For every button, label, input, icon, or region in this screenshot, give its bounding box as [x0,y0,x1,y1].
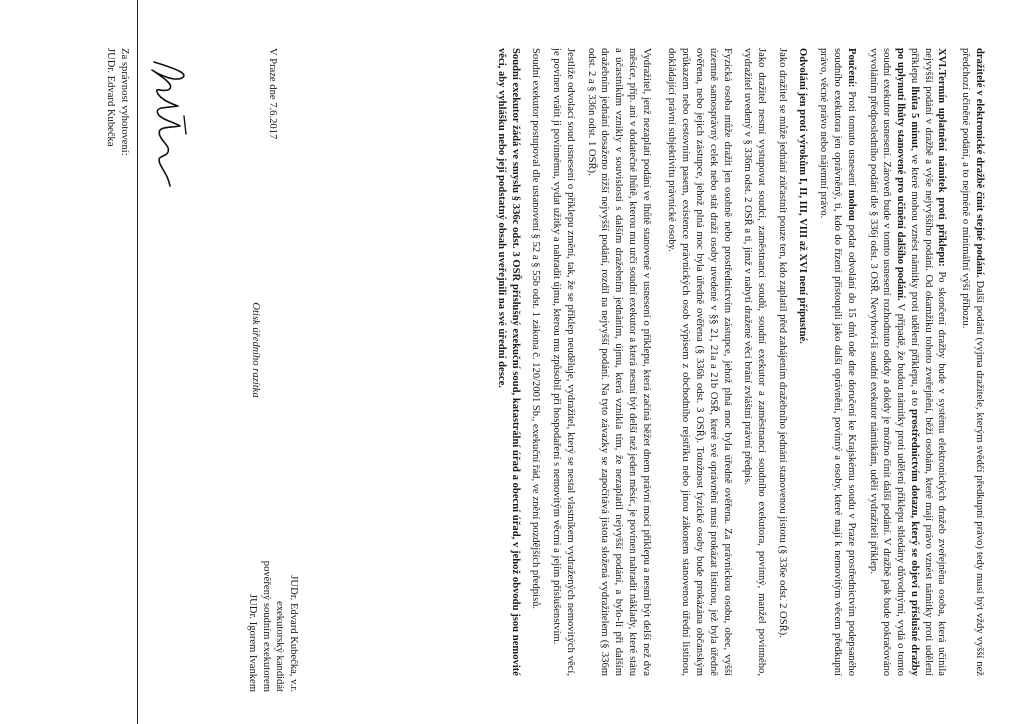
pouceni-paragraph [817,48,858,676]
document-body [487,48,986,676]
paragraph-jestlize: Jestliže odvolací soud usnesení o příklepu změní, tak, že se příklep neuděluje, vydražitel, který se nestal vlastníkem vydražených nemovitých věcí, je povinen vrátit ji povinnému, vydat užitky a nahradit újmu, kterou mu způsobil při hospodaření s nemovitým věcmi a jejím příslušenstvím. [551,48,576,676]
odvolani-heading: Odvolání jen proti výrokům I, II, III, VIII až XVI není přípustné. [796,48,808,344]
section-16-text: Po skončení dražby bude v systému elektronických dražeb zveřejněna osoba, která učinila nejvyšší podání v dražbě a výše nejvyššího podání. Od okamžiku tohoto zveřejnění, běží osobám, které mají právo vznést námitky proti udělení příklepu [908,48,948,676]
footer-line-2: JUDr. Edvard Kubečka [105,48,117,147]
pouceni-text2: podat odvolání do 15 dnů ode dne doručení ke Krajskému soudu v Praze prostřednictvím podepsaného soudního exekutora jen oprávněný, ti, kdo do řízení přistoupili jako další oprávnění, povinný a osoby, které mají k nemovitým věcem předkupní právo, věcné právo nebo nájemní právo. [818,48,857,676]
handwritten-signature-icon [138,56,198,196]
bidding-text: Další podání (vyjma dražitele, kterým svědčí předkupní právo) tedy musí být vždy vyšší než předchozí učiněné podání, a to nejméně o minimální výši příhozu. [960,48,985,676]
signature-line-4: JUDr. Igorem Ivankem [247,594,259,692]
stamp-placeholder: Otisk úředního razítka [250,302,261,398]
paragraph-vydrazitel: Vydražitel, jenž nezaplatí podání ve lhůtě stanovené v usnesení o příklepu, která začíná běžet dnem právní moci příklepu a nesmí být delší než dva měsíce, příp. ani v dodatečné lhůtě, kterou mu určí soudní exekutor a která nesmí být delší než jeden měsíc, je povinen nahradit náklady, které státu a účastníkům vznikly v souvislosti s dalším dražebním jednáním, újmu, která vznikla tím, že nezaplatil nejvyšší podání, a bylo-li při dalším dražebním jednání dosaženo nižší nejvyšší podání, rozdíl na nejvyšší podání. Na tyto závazky se započítává jistota složená vydražitelem (§ 336m odst. 2 a § 336n odst. 1 OSŘ). [585,48,652,676]
section-16-text2: , ve které mohou vznést námitky proti udělení příklepu, a to [908,148,920,410]
footer-line-1: Za správnost vyhotovení: [119,48,130,156]
paragraph-zada: Soudní exekutor žádá ve smyslu § 336c odst. 3 OSŘ příslušný exekuční soud, katastrální úřad a obecní úřad, v jehož obvodu jsou nemovité věci, aby vyhlášku nebo její podstatný obsah uveřejnili na své úřední desce. [495,48,521,676]
paragraph-jako-drazitel: Jako dražitel se může jednání zúčastnit pouze ten, kdo zaplatil před zahájením dražebního jednání stanovenou jistotu (§ 336e odst. 2 OSŘ). [776,48,788,638]
pouceni-bold2: mohou [845,189,857,221]
footer-block [103,48,131,368]
paragraph-bidding [958,48,986,676]
signature-line-2: exekutorský kandidát [274,601,286,692]
section-16-title: Termín uplatnění námitek proti příklepu: [936,70,948,267]
section-16-bold3: prostřednictvím dotazu, který se objeví u příslušné dražby po uplynutí lhůty stanovené pro učinění dalšího podání. [895,48,920,677]
paragraph-soudni-exekutor: Soudní exekutor postupoval dle ustanovení § 52 a § 55b odst. 1 zákona č. 120/2001 Sb., exekuční řád, ve znění pozdějších předpisů. [530,48,542,610]
signature-line-1: JUDr. Edvard Kubečka, v.r. [288,575,299,692]
pouceni-label: Poučení: [845,48,857,88]
date-line: V Praze dne 7.6.2017 [267,48,278,140]
signature-block [246,392,300,692]
section-16-bold2: lhůta 5 minut [908,86,920,149]
paragraph-fyzicka-osoba: Fyzická osoba může dražit jen osobně nebo prostřednictvím zástupce, jehož plná moc byla úředně ověřena. Za právnickou osobu, obec, vyšší územně samosprávný celek nebo stát draží osoby uvedené v §§ 21, 21a a 21b OSŘ, které své oprávnění musí prokázat listinou, jež byla úředně ověřena, nebo jejich zástupce, jehož plná moc byla úředně ověřena (§ 336h odst. 3 OSŘ). Totožnost fyzické osoby bude prokázána občanským průkazem nebo cestovním pasem, existence právnických osob výpisem z obchodního rejstříku nebo jinou zákonem stanovenou úřední listinou, dokládající právní subjektivitu právnické osoby. [666,48,733,676]
signature-line-3: pověřený soudním exekutorem [260,560,272,692]
pouceni-text: Proti tomuto usnesení [845,87,857,190]
section-16 [866,48,949,676]
section-16-number: XVI. [936,48,948,71]
bidding-bold: dražitelé v elektronické dražbě činit stejné podání. [974,48,985,278]
paragraph-drazitel-nesmi: Jako dražitel nesmí vystupovat soudci, zaměstnanci soudů, soudní exekutor a zaměstnanci soudního exekutora, povinný, manžel povinného, vydražitel uvedený v § 336m odst. 2 OSŘ a ti, jimž v nabytí dražené věci brání zvláštní právní předpis. [742,48,768,676]
section-16-text3: V případě, že budou námitky proti udělení příklepu shledány důvodnými, vydá o tomto soudní exekutor usnesení. Zároveň bude v tomto usnesení rozhodnuto odkdy a dokdy je možno činit další podání. V dražbě pak bude pokračováno vyvoláním předposledního podání dle § 336j odst. 3 OSŘ. Nevyhoví-li soudní exekutor námitkám, udělí vydražiteli příklep. [867,48,907,677]
